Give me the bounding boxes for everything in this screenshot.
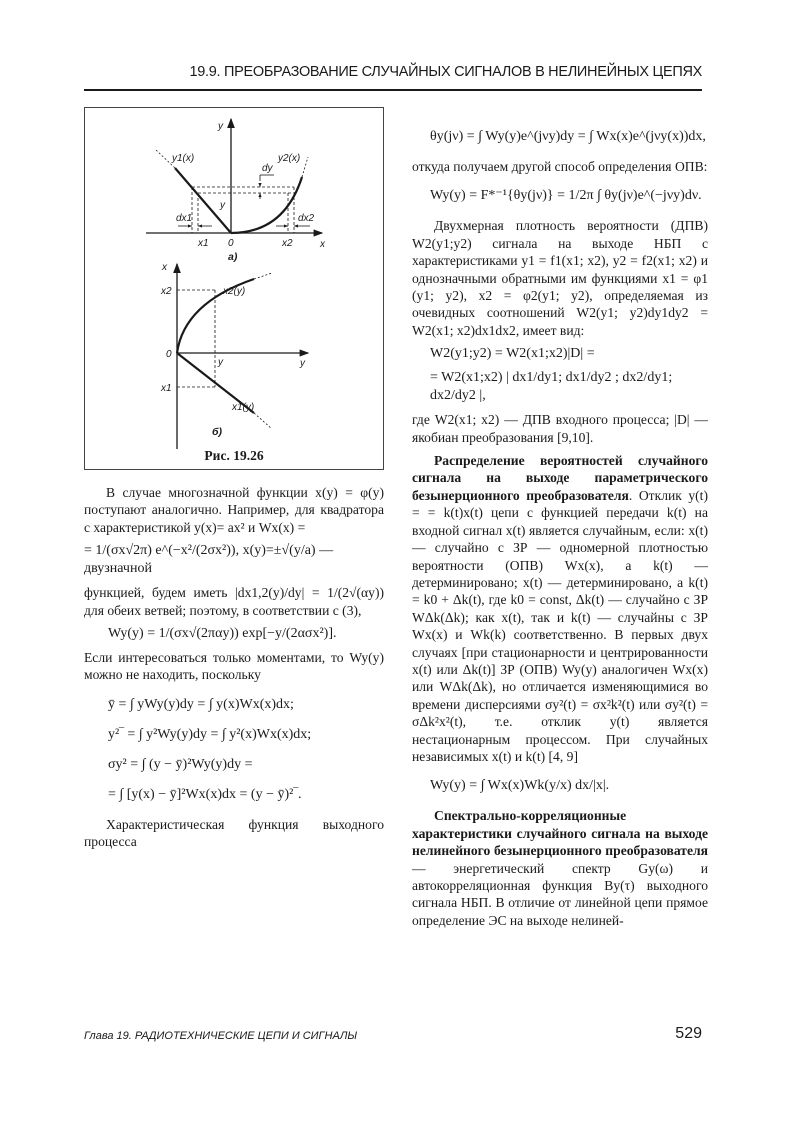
label-origin-b: 0 bbox=[166, 349, 172, 360]
panel-b-label: б) bbox=[212, 426, 222, 438]
heading-spectral: Спектрально-корреляционные характеристики случайного сигнала на выходе нелинейного безынерционного преобразователя bbox=[412, 808, 708, 859]
label-dx1: dx1 bbox=[176, 213, 193, 224]
paragraph-another-method: откуда получаем другой способ определения ОПВ: bbox=[412, 159, 708, 174]
footer-chapter: Глава 19. РАДИОТЕХНИЧЕСКИЕ ЦЕПИ И СИГНАЛЫ bbox=[84, 1030, 358, 1042]
left-column bbox=[84, 484, 384, 851]
label-dx2: dx2 bbox=[298, 213, 315, 224]
paragraph-2d-density: Двухмерная плотность вероятности (ДПВ) W2(y1;y2) сигнала на выходе НБП с характеристиками y1 = f1(x1; x2), y2 = f2(x1; x2) и однозначными обратными им функциями x1 = φ1 (y1; y2), x2 = φ2(y1; y2), определяемая из очевидных соотношений W2(y1; y2)dy1dy2 = W2(x1; x2)dx1dx2, имеет вид: bbox=[412, 218, 708, 338]
label-origin-a: 0 bbox=[228, 238, 234, 249]
label-x1: x1 bbox=[198, 238, 209, 249]
right-column bbox=[412, 128, 708, 929]
heading-parametric: Распределение вероятностей случайного сигнала на выходе параметрического безынерционного преобразователя bbox=[412, 453, 708, 503]
panel-a bbox=[146, 119, 326, 263]
label-x1y: x1(y) bbox=[232, 402, 255, 413]
paragraph-moments: Если интересоваться только моментами, то Wy(y) можно не находить, поскольку bbox=[84, 650, 384, 683]
equation-wx-gauss: = 1/(σx√2π) e^(−x²/(2σx²)), x(y)=±√(y/a) — двузначной bbox=[84, 543, 334, 577]
paragraph-jacobian-note: где W2(x1; x2) — ДПВ входного процесса; |D| — якобиан преобразования [9,10]. bbox=[412, 412, 708, 445]
equation-jacobian: = W2(x1;x2) | dx1/dy1; dx1/dy2 ; dx2/dy1; dx2/dy2 |, bbox=[430, 370, 673, 404]
paragraph-parametric: . Отклик y(t) = = k(t)x(t) цепи с функцией передачи k(t) на входной сигнал x(t) является случайным, если: x(t) — случайно с ЗР — одномерной плотностью вероятности (ОПВ) Wx(x), а k(t) — детерминировано; x(t) — детерминировано, а k(t) = k0 + Δk(t), где k0 = const, Δk(t) — случайно с ЗР WΔk(Δk); как x(t), так и k(t) — случайны с ЗР Wx(x) и Wk(k) соответственно. В первых двух случаях [при стационарности и центрированности x(t) или Δk(t)] ЗР (ОПВ) Wy(y) аналогичен Wx(x) или WΔk(Δk), но отличается изменяющимися во времени дисперсиями σy²(t) = σx²k²(t) или σy²(t) = σΔk²x²(t), т.е. отклик y(t) является нестационарным процессом. При случайных независимых x(t) и k(t) [4, 9] bbox=[412, 487, 708, 764]
label-x-axis-a: x bbox=[320, 239, 325, 250]
label-v-axis-b: x bbox=[162, 262, 167, 273]
equation-char-function: θy(jν) = ∫ Wy(y)e^(jνy)dy = ∫ Wx(x)e^(jνy(x))dx, bbox=[430, 129, 706, 144]
figure-caption: Рис. 19.26 bbox=[204, 448, 264, 463]
curve-x1y-dashed bbox=[254, 413, 272, 429]
label-dy: dy bbox=[262, 163, 273, 174]
header-rule bbox=[84, 89, 702, 91]
equation-second-moment: y²‾ = ∫ y²Wy(y)dy = ∫ y²(x)Wx(x)dx; bbox=[108, 726, 312, 742]
equation-inverse-fourier: Wy(y) = F*⁻¹{θy(jν)} = 1/2π ∫ θy(jν)e^(−jνy)dν. bbox=[430, 188, 702, 204]
label-y-level-b: y bbox=[218, 357, 223, 368]
label-x2-b: x2 bbox=[161, 286, 172, 297]
running-header: 19.9. ПРЕОБРАЗОВАНИЕ СЛУЧАЙНЫХ СИГНАЛОВ В НЕЛИНЕЙНЫХ ЦЕПЯХ bbox=[189, 64, 702, 80]
label-h-axis-b: y bbox=[300, 358, 305, 369]
paragraph-parametric-block bbox=[412, 452, 708, 765]
equation-wy-result: Wy(y) = 1/(σx√(2παy)) exp[−y/(2ασx²)]. bbox=[108, 626, 337, 642]
label-x2: x2 bbox=[282, 238, 293, 249]
page-number: 529 bbox=[675, 1025, 702, 1042]
figure-19-26 bbox=[84, 107, 384, 470]
curve-y2-dashed bbox=[302, 157, 308, 177]
label-y2x: y2(x) bbox=[278, 153, 301, 164]
curve-y2 bbox=[231, 177, 302, 233]
paragraph-spectral: — энергетический спектр Gy(ω) и автокорреляционная функция By(τ) выходного сигнала НБП. В отличие от линейной цепи прямое определение ЭС на выходе нелиней- bbox=[412, 860, 708, 928]
panel-a-label: а) bbox=[228, 251, 238, 263]
label-y1x: y1(x) bbox=[172, 153, 195, 164]
panel-b bbox=[160, 262, 308, 449]
paragraph-multivalued: В случае многозначной функции x(y) = φ(y) поступают аналогично. Например, для квадратора с характеристикой y(x)= ax² и Wx(x) = bbox=[84, 485, 384, 535]
curve-x2y-dashed bbox=[254, 273, 272, 279]
label-x1-b: x1 bbox=[161, 383, 172, 394]
equation-2d-density: W2(y1;y2) = W2(x1;x2)|D| = bbox=[430, 346, 595, 362]
label-x2y: x2(y) bbox=[223, 286, 246, 297]
label-y-level: y bbox=[220, 200, 225, 211]
paragraph-spectral-block bbox=[412, 807, 708, 929]
label-y-axis-a: y bbox=[218, 121, 223, 132]
equation-variance: σy² = ∫ (y − ȳ)²Wy(y)dy = bbox=[108, 756, 253, 772]
paragraph-branches: функцией, будем иметь |dx1,2(y)/dy| = 1/(2√(αy)) для обеих ветвей; поэтому, в соответствии с (3), bbox=[84, 585, 384, 618]
paragraph-char-function: Характеристическая функция выходного процесса bbox=[84, 816, 384, 850]
equation-product-density: Wy(y) = ∫ Wx(x)Wk(y/x) dx/|x|. bbox=[430, 778, 610, 794]
equation-mean: ȳ = ∫ yWy(y)dy = ∫ y(x)Wx(x)dx; bbox=[108, 696, 294, 712]
equation-variance-cont: = ∫ [y(x) − ȳ]²Wx(x)dx = (y − ȳ)²‾. bbox=[108, 786, 302, 802]
